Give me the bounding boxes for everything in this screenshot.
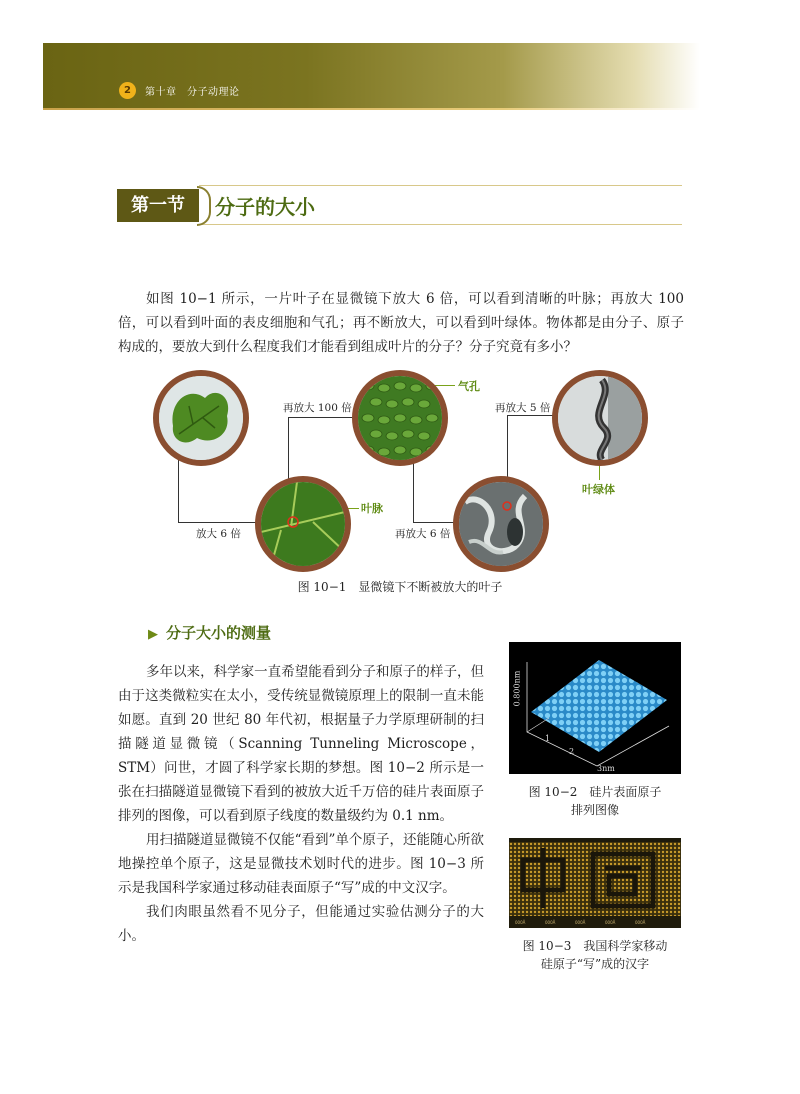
body-paragraph-3: 我们肉眼虽然看不见分子，但能通过实验估测分子的大小。 [118,904,484,944]
figure-10-3-caption-line1: 图 10−3 我国科学家移动 [522,939,668,953]
body-paragraph-1: 多年以来，科学家一直希望能看到分子和原子的样子，但由于这类微粒实在太小，受传统显微镜原理上的限制一直未能如愿。直到 20 世纪 80 年代初，根据量子力学原理研制的扫描隧道显微镜（Scanning Tunneling Microscope，STM）问世，才圆了科学家长期的梦想。图 10−2 所示是一张在扫描隧道显微镜下看到的被放大近千万倍的硅片表面原子排列的图像，可以看到原子线度的数量级约为 0.1 nm。 [118,664,484,824]
scope-cell-image [453,476,549,572]
intro-paragraph: 如图 10−1 所示，一片叶子在显微镜下放大 6 倍，可以看到清晰的叶脉；再放大 100 倍，可以看到叶面的表皮细胞和气孔；再不断放大，可以看到叶绿体。物体都是由分子、原子构成的，要放大到什么程度我们才能看到组成叶片的分子？分子究竟有多小？ [118,291,684,355]
subsection-heading [148,622,271,643]
header-band [43,43,700,109]
section-title-box [199,185,682,225]
section-title-cap [197,186,211,226]
label-magnify-100: 再放大 100 倍 [283,402,352,414]
figure-10-2-axis-1: 1 [545,734,551,743]
chapter-title: 第十章 分子动理论 [145,87,240,98]
body-text [118,660,484,948]
triangle-icon: ▶ [148,627,158,642]
svg-text:000Å: 000Å [635,920,646,925]
figure-10-2-caption-line2: 排列图像 [570,803,619,817]
figure-10-3-image [509,838,681,928]
scope-chloroplast-image [552,370,648,466]
scope-stoma-image [352,370,448,466]
label-chloroplast: 叶绿体 [582,483,615,496]
figure-10-2-caption [509,783,681,819]
svg-text:000Å: 000Å [605,920,616,925]
scope-leaf-image [153,370,249,466]
figure-10-3-caption-line2: 硅原子“写”成的汉字 [540,957,650,971]
subsection-title: 分子大小的测量 [166,624,272,642]
figure-10-2-caption-line1: 图 10−2 硅片表面原子 [528,785,662,799]
figure-10-3-caption [509,937,681,973]
label-vein: 叶脉 [361,502,383,515]
figure-10-2-image [509,642,681,774]
section-title: 分子的大小 [215,195,315,219]
section-tag: 第一节 [117,189,199,222]
figure-10-2-axis-2: 2 [569,747,575,756]
label-stoma: 气孔 [458,380,480,393]
label-magnify-5: 再放大 5 倍 [495,402,551,414]
svg-text:000Å: 000Å [515,920,526,925]
figure-10-2-axis-z: 0.800nm [512,670,522,707]
svg-text:000Å: 000Å [575,920,586,925]
label-magnify-6: 放大 6 倍 [196,528,241,540]
page-number: 2 [119,82,136,99]
figure-10-2-axis-3: 3nm [597,764,615,773]
scope-vein-image [255,476,351,572]
header-rule [43,108,700,110]
figure-10-1-caption: 图 10−1 显微镜下不断被放大的叶子 [297,580,503,594]
svg-text:000Å: 000Å [545,920,556,925]
body-paragraph-2: 用扫描隧道显微镜不仅能“看到”单个原子，还能随心所欲地操控单个原子，这是显微技术划时代的进步。图 10−3 所示是我国科学家通过移动硅表面原子“写”成的中文汉字。 [118,832,484,896]
label-magnify-6b: 再放大 6 倍 [395,528,451,540]
